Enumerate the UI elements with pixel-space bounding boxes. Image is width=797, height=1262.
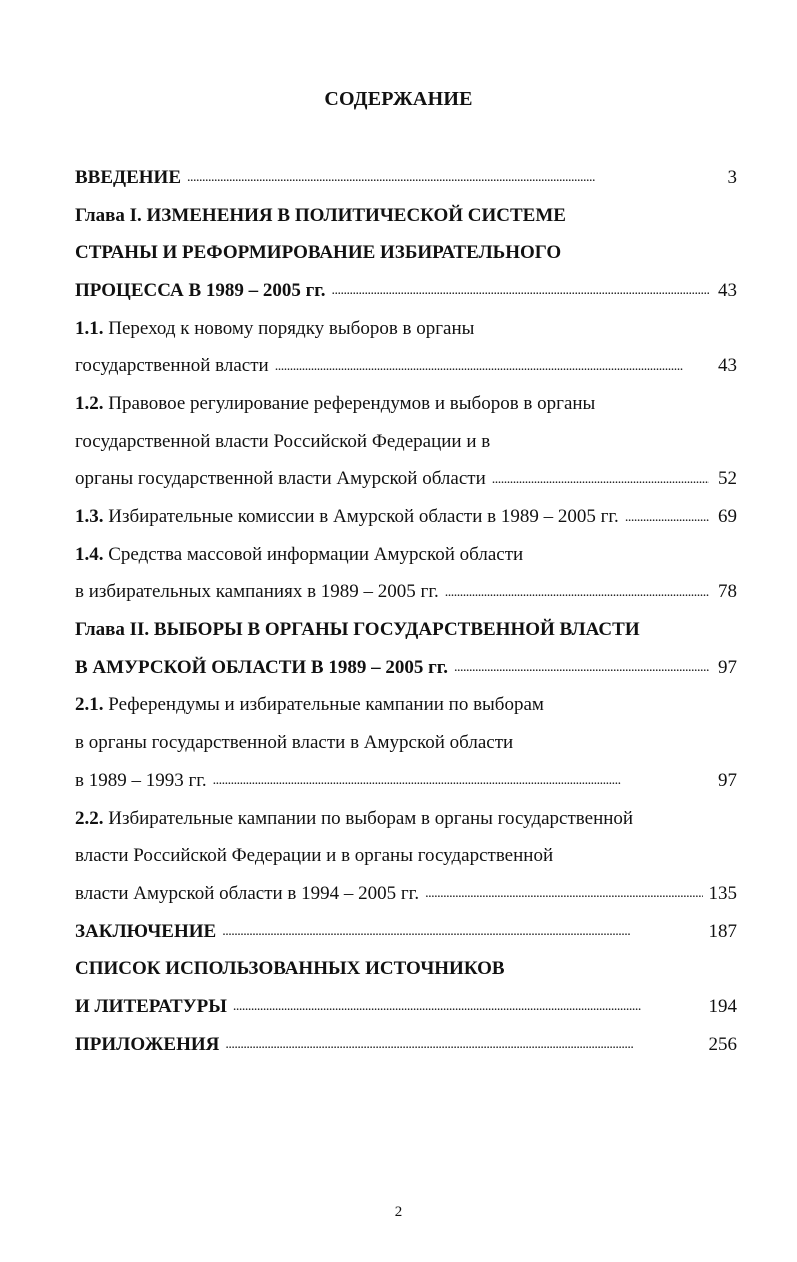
toc-section-number: 1.2. [75, 392, 104, 414]
toc-page-number: 52 [718, 468, 737, 490]
toc-entry-text [75, 996, 227, 1018]
toc-entry [75, 347, 737, 385]
toc-entry [75, 988, 737, 1026]
toc-entry-text [75, 808, 633, 830]
toc-entry [75, 197, 737, 235]
toc-entry [75, 461, 737, 499]
toc-entry [75, 875, 737, 913]
dot-leader [454, 656, 709, 675]
toc-entry-text [75, 355, 269, 377]
dot-leader [275, 355, 709, 374]
toc-entry [75, 950, 737, 988]
toc-entry-text [75, 468, 486, 490]
toc-entry-text [75, 506, 619, 528]
toc-entry-title: государственной власти [75, 355, 269, 377]
toc-entry-text [75, 657, 448, 679]
toc-entry-title: Переход к новому порядку выборов в органы [108, 317, 475, 339]
toc-entry-text [75, 242, 561, 264]
toc-entry-title: власти Российской Федерации и в органы государственной [75, 845, 554, 867]
toc-entry-title: ПРИЛОЖЕНИЯ [75, 1033, 220, 1055]
toc-entry [75, 837, 737, 875]
dot-leader [492, 468, 709, 487]
toc-entry [75, 724, 737, 762]
toc-entry-text [75, 732, 513, 754]
toc-page-number: 97 [718, 769, 737, 791]
toc-entry-title: Избирательные кампании по выборам в органы государственной [108, 807, 634, 829]
toc-entry [75, 574, 737, 612]
toc-entry [75, 234, 737, 272]
page-title: СОДЕРЖАНИЕ [324, 88, 473, 110]
toc-page-number: 69 [718, 506, 737, 528]
toc-page-number: 135 [708, 882, 737, 904]
toc-entry-title: Глава I. ИЗМЕНЕНИЯ В ПОЛИТИЧЕСКОЙ СИСТЕМЕ [75, 204, 566, 226]
toc-entry-text [75, 393, 595, 415]
toc-section-number: 2.2. [75, 807, 104, 829]
dot-leader [213, 769, 709, 788]
toc-entry-title: в избирательных кампаниях в 1989 – 2005 гг. [75, 581, 439, 603]
toc-entry-title: ЗАКЛЮЧЕНИЕ [75, 920, 217, 942]
dot-leader [445, 581, 709, 600]
toc-entry-text [75, 694, 544, 716]
toc-section-number: 2.1. [75, 694, 104, 716]
toc-entry [75, 611, 737, 649]
toc-page-number: 187 [708, 920, 737, 942]
toc-section-number: 1.3. [75, 506, 104, 528]
dot-leader [233, 995, 703, 1014]
toc-entry-text [75, 619, 640, 641]
dot-leader [332, 279, 709, 298]
toc-entry-text [75, 845, 553, 867]
toc-entry-title: Референдумы и избирательные кампании по выборам [108, 694, 544, 716]
toc-entry [75, 687, 737, 725]
toc-page-number: 3 [727, 166, 737, 188]
toc-entry-title: в органы государственной власти в Амурской области [75, 732, 514, 754]
toc-entry-title: СПИСОК ИСПОЛЬЗОВАННЫХ ИСТОЧНИКОВ [75, 958, 505, 980]
toc-entry-text [75, 958, 505, 980]
toc-entry [75, 649, 737, 687]
dot-leader [187, 166, 709, 185]
toc-page-number: 43 [718, 279, 737, 301]
toc-entry-title: СТРАНЫ И РЕФОРМИРОВАНИЕ ИЗБИРАТЕЛЬНОГО [75, 242, 562, 264]
toc-entry [75, 1026, 737, 1064]
page-number: 2 [394, 1204, 403, 1220]
toc-page-number: 43 [718, 355, 737, 377]
toc-entry [75, 423, 737, 461]
dot-leader [225, 1033, 702, 1052]
toc-entry [75, 385, 737, 423]
toc-entry-text [75, 770, 207, 792]
toc-entry-text [75, 921, 216, 943]
dot-leader [222, 920, 702, 939]
toc-entry-title: в 1989 – 1993 гг. [75, 769, 207, 791]
toc-entry [75, 536, 737, 574]
toc-entry-title: ПРОЦЕССА В 1989 – 2005 гг. [75, 279, 326, 301]
toc-entry-title: И ЛИТЕРАТУРЫ [75, 995, 227, 1017]
toc-entry [75, 913, 737, 951]
toc-entry-title: Избирательные комиссии в Амурской области в 1989 – 2005 гг. [108, 506, 619, 528]
toc-entry [75, 159, 737, 197]
toc-entry [75, 498, 737, 536]
toc-entry-title: Средства массовой информации Амурской области [108, 543, 524, 565]
toc-entry-title: органы государственной власти Амурской области [75, 468, 486, 490]
toc-entry-text [75, 205, 566, 227]
toc-entry-text [75, 544, 523, 566]
toc-entry-title: ВВЕДЕНИЕ [75, 166, 181, 188]
toc-page-number: 256 [708, 1033, 737, 1055]
toc-entry-text [75, 581, 439, 603]
toc-page-number: 194 [708, 995, 737, 1017]
toc-entry-title: В АМУРСКОЙ ОБЛАСТИ В 1989 – 2005 гг. [75, 656, 448, 678]
toc-entry-title: Глава II. ВЫБОРЫ В ОРГАНЫ ГОСУДАРСТВЕННОЙ ВЛАСТИ [75, 619, 640, 641]
toc-entry-text [75, 318, 474, 340]
toc-entry [75, 272, 737, 310]
toc-entry-text [75, 167, 181, 189]
toc-page-number: 78 [718, 581, 737, 603]
toc-entry-text [75, 280, 326, 302]
dot-leader [425, 882, 702, 901]
toc-section-number: 1.1. [75, 317, 104, 339]
toc-entry [75, 800, 737, 838]
toc-entry-title: государственной власти Российской Федерации и в [75, 430, 491, 452]
toc-entry-title: Правовое регулирование референдумов и выборов в органы [108, 392, 596, 414]
dot-leader [625, 506, 709, 525]
toc-entry-title: власти Амурской области в 1994 – 2005 гг. [75, 882, 420, 904]
toc-entry-text [75, 431, 490, 453]
toc-section-number: 1.4. [75, 543, 104, 565]
toc-entry-text [75, 883, 419, 905]
toc-entry [75, 310, 737, 348]
toc-page-number: 97 [718, 656, 737, 678]
table-of-contents [75, 159, 737, 1064]
toc-entry-text [75, 1034, 219, 1056]
toc-entry [75, 762, 737, 800]
